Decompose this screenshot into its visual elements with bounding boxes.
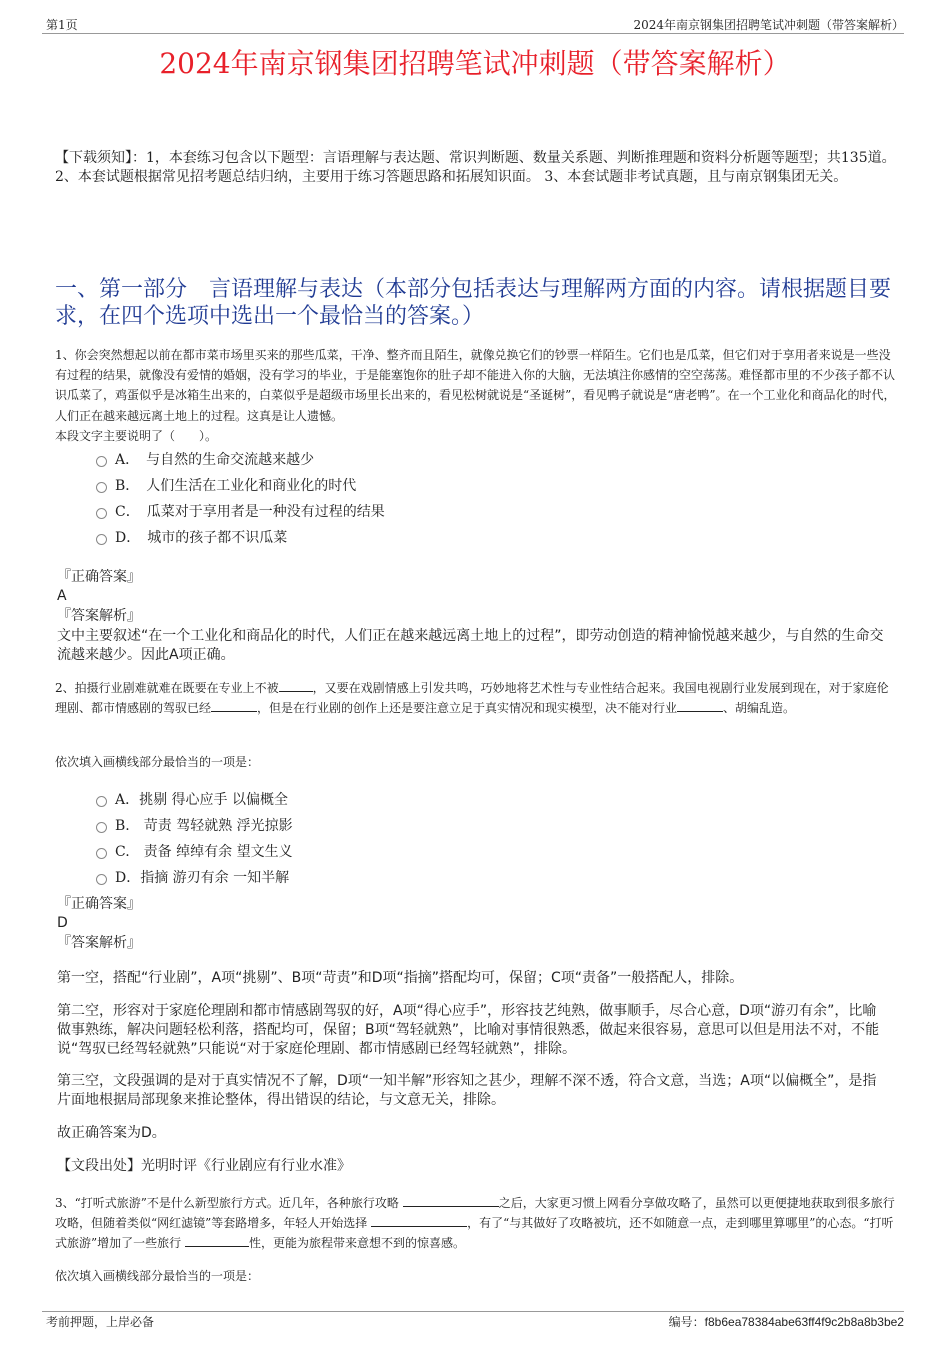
q2-analysis-2: 第二空，形容对于家庭伦理剧和都市情感剧驾驭的好，A项“得心应手”，形容技艺纯熟，做事顺手，尽合心意，D项“游刃有余”，比喻做事熟练，解决问题轻松利落，搭配均可，保留；B项“驾轻就熟”，比喻对事情很熟悉，做起来很容易，意思可以但是用法不对，不能说“驾驭已经驾轻就熟”只能说“对于家庭伦理剧、都市情感剧已经驾轻就熟”，排除。 <box>57 1003 880 1057</box>
footer-rule <box>42 1311 904 1312</box>
q3-prompt: 依次填入画横线部分最恰当的一项是： <box>55 1269 260 1283</box>
option-label: D． 城市的孩子都不识瓜菜 <box>115 530 288 546</box>
radio-icon[interactable] <box>96 796 107 807</box>
q2-answer-label: 『正确答案』 <box>57 896 141 912</box>
q2-option-b[interactable] <box>96 815 293 835</box>
radio-icon[interactable] <box>96 482 107 493</box>
option-label: C. 责备 绰绰有余 望文生义 <box>115 844 293 860</box>
q2-option-a[interactable] <box>96 789 288 809</box>
q2-option-c[interactable] <box>96 841 293 861</box>
q2-analysis-label: 『答案解析』 <box>57 935 141 951</box>
option-label: C． 瓜菜对于享用者是一种没有过程的结果 <box>115 504 385 520</box>
q1-analysis-label: 『答案解析』 <box>57 608 141 624</box>
option-label: B. 苛责 驾轻就熟 浮光掠影 <box>115 818 293 834</box>
radio-icon[interactable] <box>96 534 107 545</box>
document-id: 编号：f8b6ea78384abe63ff4f9c2b8a8b3be2 <box>668 1315 904 1329</box>
q2-source: 【文段出处】光明时评《行业剧应有行业水准》 <box>57 1158 351 1174</box>
q3-stem: 3、“打听式旅游”不是什么新型旅行方式。近几年，各种旅行攻略 之后，大家更习惯上网看分享做攻略了，虽然可以更便捷地获取到很多旅行攻略，但随着类似“网红滤镜”等套路增多，年轻人开始选择 ，有了“与其做好了攻略被坑，还不如随意一点，走到哪里算哪里”的心态。“打听式旅游”增加了一些旅行 性，更能为旅程带来意想不到的惊喜感。 <box>55 1196 895 1251</box>
q2-conclusion: 故正确答案为D。 <box>57 1125 166 1141</box>
download-notice: 【下载须知】：1，本套练习包含以下题型：言语理解与表达题、常识判断题、数量关系题、判断推理题和资料分析题等题型；共135道。2、本套试题根据常见招考题总结归纳，主要用于练习答题思路和拓展知识面。 3、本套试题非考试真题，且与南京钢集团无关。 <box>55 150 896 185</box>
footer-slogan: 考前押题，上岸必备 <box>46 1315 155 1329</box>
q2-analysis-1: 第一空，搭配“行业剧”，A项“挑剔”、B项“苛责”和D项“指摘”搭配均可，保留；C项“责备”一般搭配人，排除。 <box>57 970 744 986</box>
q1-option-b[interactable] <box>96 475 356 495</box>
option-label: A．挑剔 得心应手 以偏概全 <box>115 792 289 808</box>
q1-stem: 1、你会突然想起以前在都市菜市场里买来的那些瓜菜，干净、整齐而且陌生，就像兑换它们的钞票一样陌生。它们也是瓜菜，但它们对于享用者来说是一些没有过程的结果，就像没有爱情的婚姻，没有学习的毕业，于是能塞饱你的肚子却不能进入你的大脑，无法填注你感情的空空荡荡。难怪都市里的不少孩子都不认识瓜菜了，鸡蛋似乎是冰箱生出来的，白菜似乎是超级市场里长出来的，看见松树就说是“圣诞树”，看见鸭子就说是“唐老鸭”。在一个工业化和商品化的时代，人们正在越来越远离土地上的过程。这真是让人遗憾。 <box>55 348 896 423</box>
header-rule <box>42 33 904 34</box>
q1-answer-label: 『正确答案』 <box>57 569 141 585</box>
page-number: 第1页 <box>46 18 78 32</box>
q1-option-a[interactable] <box>96 449 314 469</box>
q1-option-c[interactable] <box>96 501 385 521</box>
option-label: A． 与自然的生命交流越来越少 <box>115 452 315 468</box>
q2-answer: D <box>57 915 68 931</box>
option-label: B． 人们生活在工业化和商业化的时代 <box>115 478 357 494</box>
option-label: D．指摘 游刃有余 一知半解 <box>115 870 290 886</box>
radio-icon[interactable] <box>96 874 107 885</box>
q2-analysis-3: 第三空，文段强调的是对于真实情况不了解，D项“一知半解”形容知之甚少，理解不深不透，符合文意，当选；A项“以偏概全”，是指片面地根据局部现象来推论整体，得出错误的结论，与文意无关，排除。 <box>57 1073 877 1108</box>
radio-icon[interactable] <box>96 848 107 859</box>
q1-prompt: 本段文字主要说明了（ ）。 <box>55 429 218 443</box>
document-title: 2024年南京钢集团招聘笔试冲刺题（带答案解析） <box>159 47 791 80</box>
q1-answer: A <box>57 588 67 604</box>
section-heading: 一、第一部分 言语理解与表达（本部分包括表达与理解两方面的内容。请根据题目要求，在四个选项中选出一个最恰当的答案。） <box>55 277 892 329</box>
radio-icon[interactable] <box>96 508 107 519</box>
q1-option-d[interactable] <box>96 527 287 547</box>
header-title: 2024年南京钢集团招聘笔试冲刺题（带答案解析） <box>633 18 904 32</box>
q1-analysis: 文中主要叙述“在一个工业化和商品化的时代，人们正在越来越远离土地上的过程”，即劳动创造的精神愉悦越来越少，与自然的生命交流越来越少。因此A项正确。 <box>57 628 884 663</box>
q2-option-d[interactable] <box>96 867 289 887</box>
radio-icon[interactable] <box>96 456 107 467</box>
q2-stem: 2、拍摄行业剧难就难在既要在专业上不被 ，又要在戏剧情感上引发共鸣，巧妙地将艺术性与专业性结合起来。我国电视剧行业发展到现在，对于家庭伦理剧、都市情感剧的驾驭已经 ，但是在行业剧的创作上还是要注意立足于真实情况和现实模型，决不能对行业 、胡编乱造。 <box>55 681 889 716</box>
q2-prompt: 依次填入画横线部分最恰当的一项是： <box>55 755 260 769</box>
radio-icon[interactable] <box>96 822 107 833</box>
